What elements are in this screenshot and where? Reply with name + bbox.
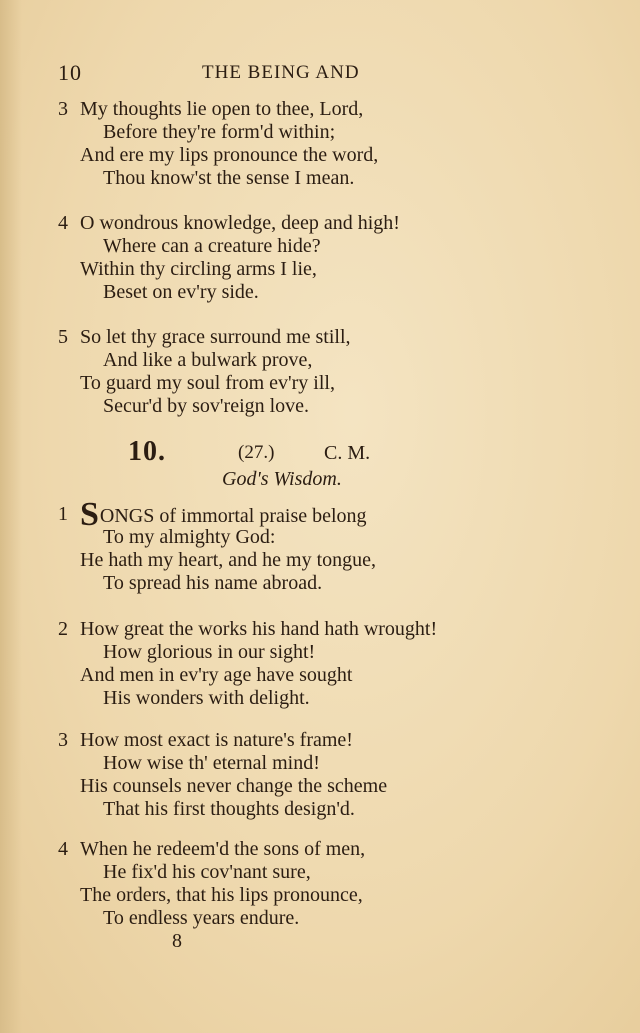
verse-line: He hath my heart, and he my tongue, xyxy=(80,549,377,571)
page-header xyxy=(58,60,388,90)
verse-line xyxy=(58,496,528,533)
verse-line: Secur'd by sov'reign love. xyxy=(103,395,310,417)
verse-line: To my almighty God: xyxy=(103,526,276,548)
signature-mark: 8 xyxy=(172,930,182,952)
verse-line: 3 How most exact is nature's frame! xyxy=(58,729,353,751)
verse-line: His wonders with delight. xyxy=(103,687,310,709)
verse-line: How glorious in our sight! xyxy=(103,641,316,663)
hymn-meter: C. M. xyxy=(324,442,371,464)
verse-line: To endless years endure. xyxy=(103,907,300,929)
verse-line: Within thy circling arms I lie, xyxy=(80,258,317,280)
verse-line: 3 My thoughts lie open to thee, Lord, xyxy=(58,98,364,120)
verse-line: How wise th' eternal mind! xyxy=(103,752,320,774)
verse-line: His counsels never change the scheme xyxy=(80,775,388,797)
stanza-5-previous xyxy=(58,326,528,418)
verse-line: 5 So let thy grace surround me still, xyxy=(58,326,351,348)
stanza-number: 5 xyxy=(58,326,68,348)
verse-line: Where can a creature hide? xyxy=(103,235,321,257)
stanza-number: 1 xyxy=(58,503,68,525)
page-number: 10 xyxy=(58,60,82,85)
verse-line: That his first thoughts design'd. xyxy=(103,798,355,820)
verse-line: Before they're form'd within; xyxy=(103,121,336,143)
hymn-heading xyxy=(128,436,408,470)
stanza-number: 3 xyxy=(58,98,68,120)
verse-line: Beset on ev'ry side. xyxy=(103,281,259,303)
verse-line: He fix'd his cov'nant sure, xyxy=(103,861,311,883)
verse-line: To guard my soul from ev'ry ill, xyxy=(80,372,335,394)
stanza-number: 4 xyxy=(58,212,68,234)
stanza-3-previous xyxy=(58,98,528,190)
stanza-number: 3 xyxy=(58,729,68,751)
verse-line: And ere my lips pronounce the word, xyxy=(80,144,379,166)
hymn-stanza-4 xyxy=(58,838,528,930)
verse-line: The orders, that his lips pronounce, xyxy=(80,884,363,906)
verse-line: 4 O wondrous knowledge, deep and high! xyxy=(58,212,400,234)
verse-line: And men in ev'ry age have sought xyxy=(80,664,353,686)
drop-cap: S xyxy=(80,496,99,533)
verse-line: 2 How great the works his hand hath wrought! xyxy=(58,618,438,640)
hymn-stanza-1 xyxy=(58,496,528,595)
hymn-title: God's Wisdom. xyxy=(222,468,342,490)
page-edge-shadow xyxy=(0,0,22,1033)
stanza-number: 4 xyxy=(58,838,68,860)
stanza-4-previous xyxy=(58,212,528,304)
verse-line: 4 When he redeem'd the sons of men, xyxy=(58,838,366,860)
verse-line: And like a bulwark prove, xyxy=(103,349,313,371)
first-line-rest: ONGS of immortal praise belong xyxy=(99,505,367,527)
verse-line: To spread his name abroad. xyxy=(103,572,323,594)
hymn-stanza-3 xyxy=(58,729,528,821)
verse-line: Thou know'st the sense I mean. xyxy=(103,167,355,189)
stanza-number: 2 xyxy=(58,618,68,640)
hymn-reference: (27.) xyxy=(238,442,275,463)
hymn-number: 10. xyxy=(128,436,166,467)
running-head: THE BEING AND xyxy=(202,62,360,83)
hymn-stanza-2 xyxy=(58,618,528,710)
